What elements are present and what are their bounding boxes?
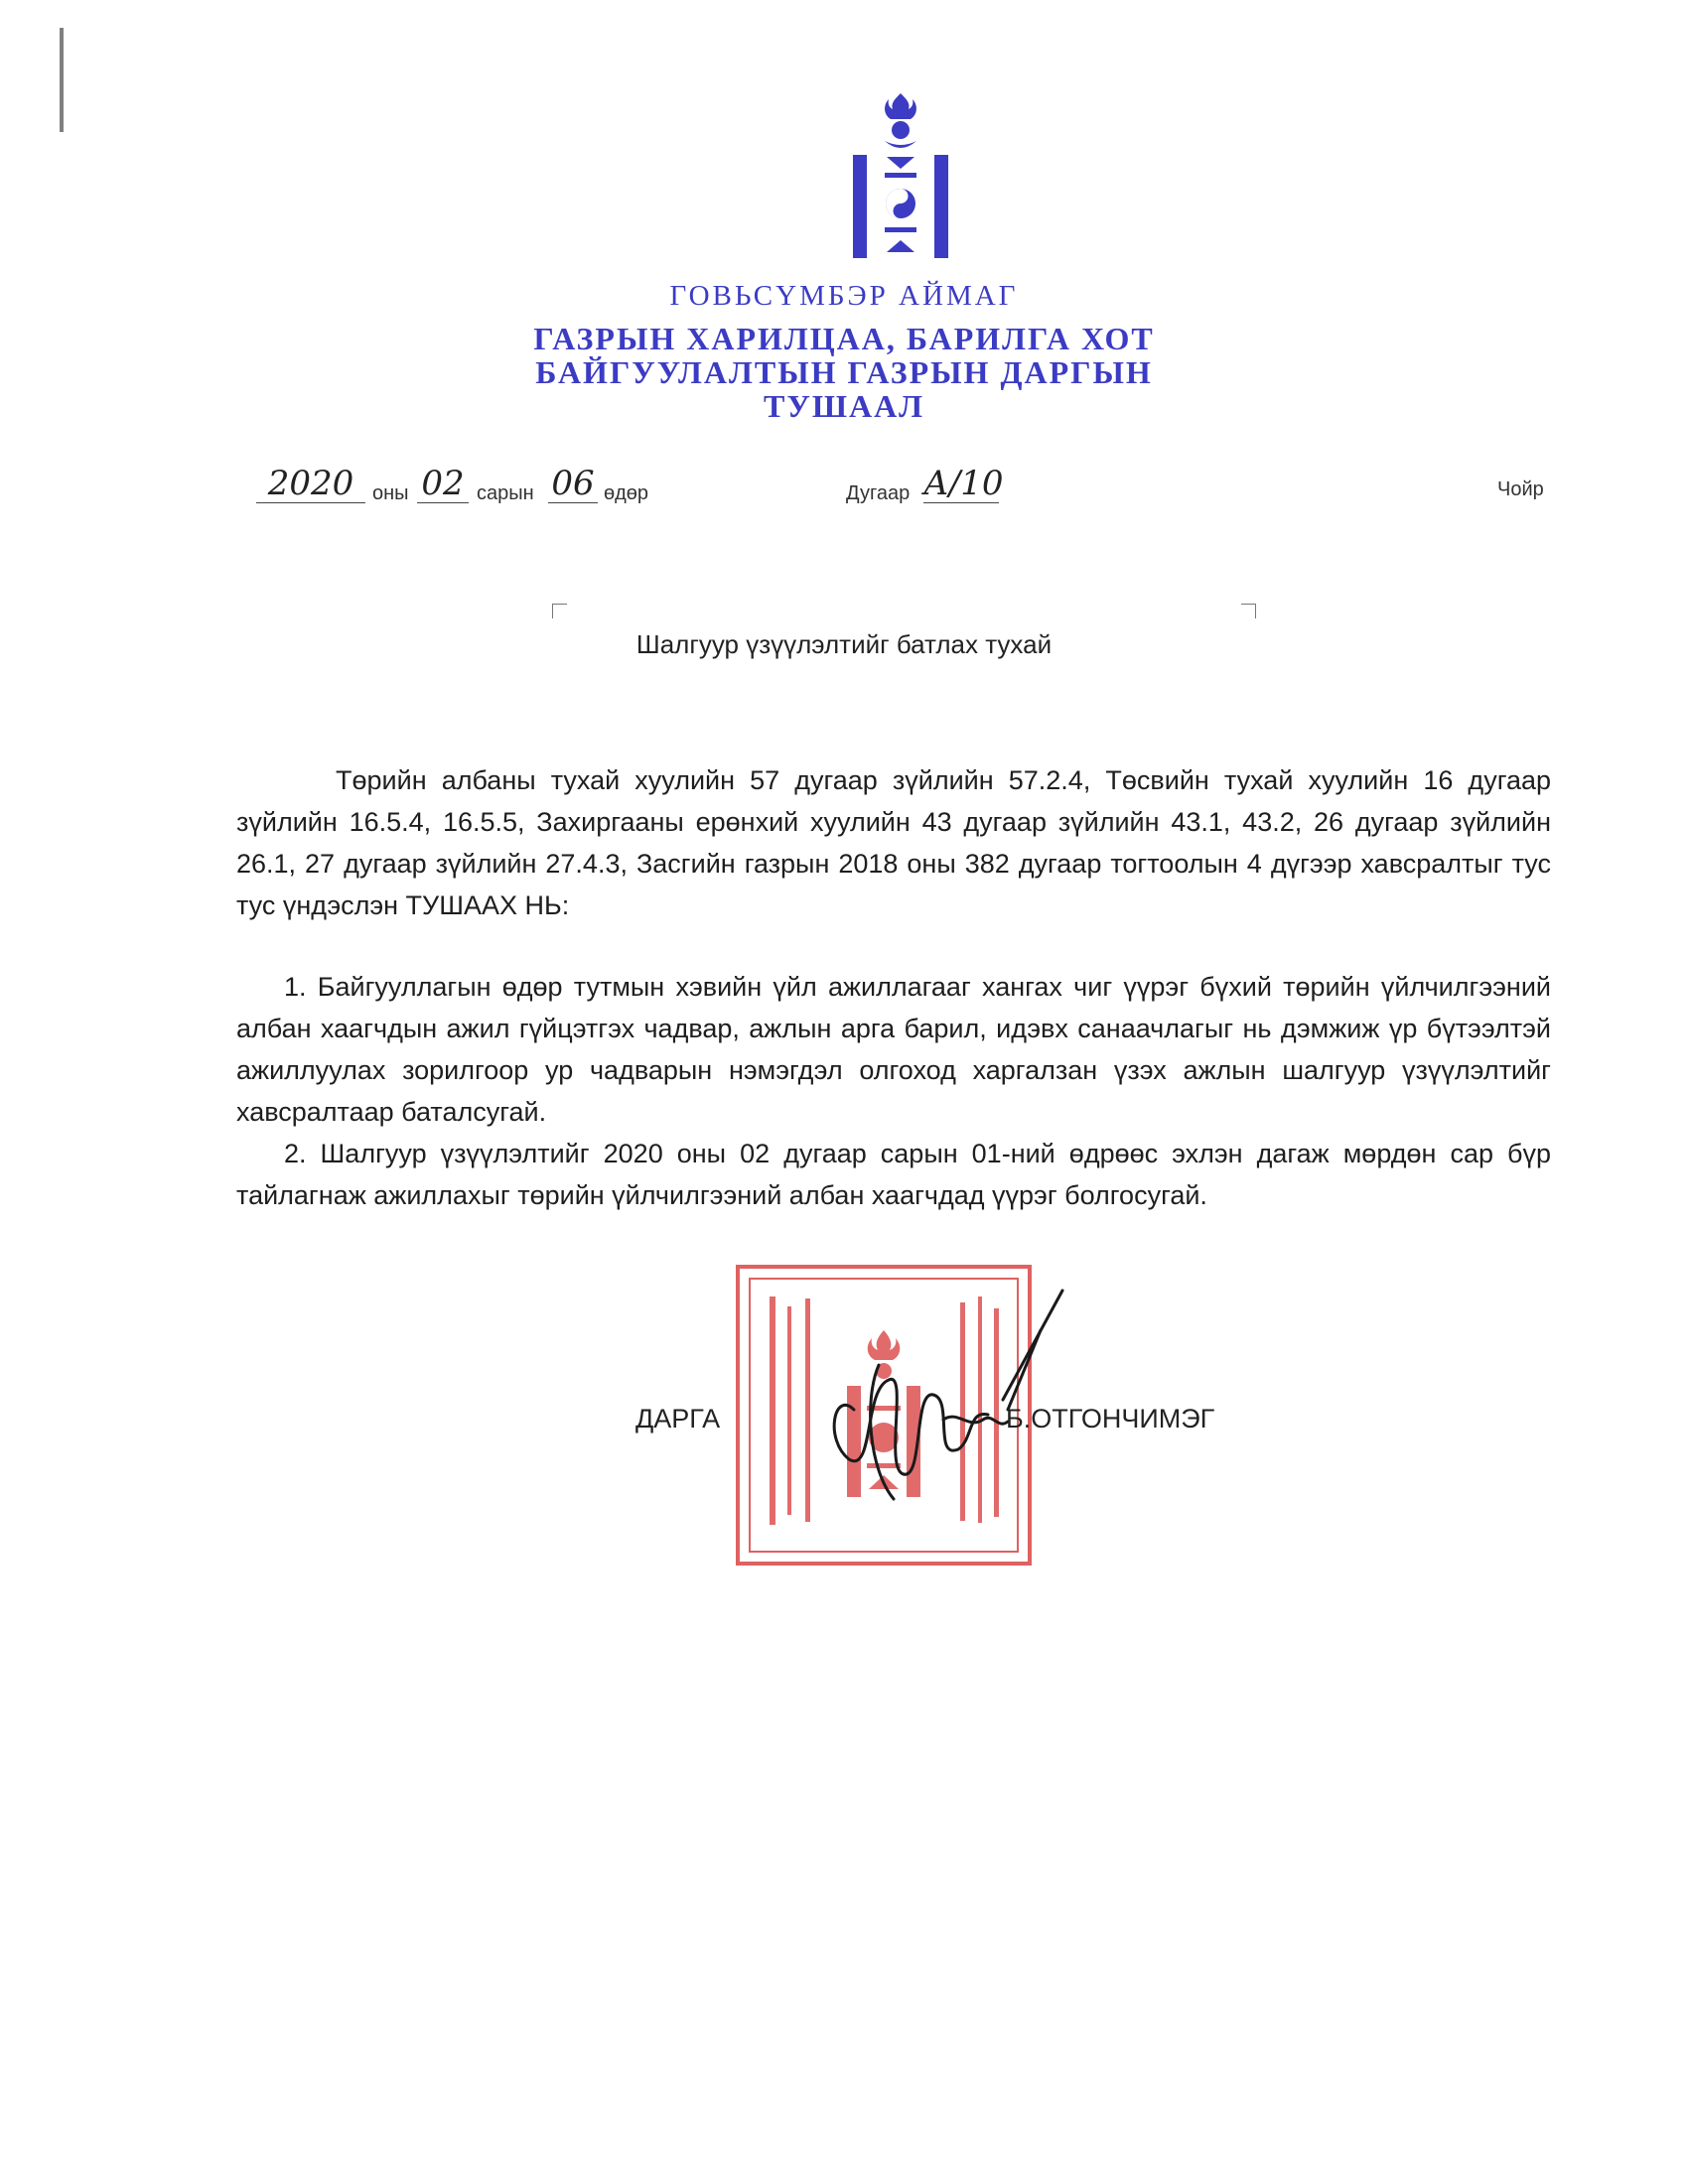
year-value: 2020 <box>256 465 365 503</box>
document-type-title: ТУШААЛ <box>763 388 925 424</box>
day-value: 06 <box>548 465 598 503</box>
number-value: А/10 <box>923 464 1004 503</box>
soyombo-emblem-icon <box>851 91 950 260</box>
document-subject: Шалгуур үзүүлэлтийг батлах тухай <box>635 629 1053 659</box>
month-label: сарын <box>477 482 534 504</box>
signatory-title: ДАРГА <box>635 1404 721 1433</box>
scan-artifact-mark <box>60 28 64 132</box>
day-label: өдөр <box>604 482 649 504</box>
number-label: Дугаар <box>846 482 911 504</box>
handwritten-signature <box>794 1271 1082 1529</box>
organization-name-line1: ГАЗРЫН ХАРИЛЦАА, БАРИЛГА ХОТ <box>533 321 1155 356</box>
signatory-name: Б.ОТГОНЧИМЭГ <box>1006 1404 1215 1433</box>
aimag-name: ГОВЬСҮМБЭР АЙМАГ <box>669 280 1019 312</box>
order-item-1: 1. Байгууллагын өдөр тутмын хэвийн үйл ажиллагааг хангах чиг үүрэг бүхий төрийн үйлчилгээний албан хаагчдын ажил гүйцэтгэх чадвар, ажлын арга барил, идэвх санаачлагыг нь дэмжиж үр бүтээлтэй ажиллуулах зорилгоор ур чадварын нэмэгдэл олгоход харгалзан үзэх ажлын шалгуур үзүүлэлтийг хавсралтаар баталсугай. <box>236 972 1551 1127</box>
month-value: 02 <box>417 465 469 503</box>
organization-name-line2: БАЙГУУЛАЛТЫН ГАЗРЫН ДАРГЫН <box>535 354 1153 390</box>
place-name: Чойр <box>1497 478 1544 500</box>
order-item-2: 2. Шалгуур үзүүлэлтийг 2020 оны 02 дугаар сарын 01-ний өдрөөс эхлэн дагаж мөрдөн сар бүр тайлагнаж ажиллахыг төрийн үйлчилгээний албан хаагчдад үүрэг болгосугай. <box>236 1139 1551 1210</box>
intro-paragraph: Төрийн албаны тухай хуулийн 57 дугаар зүйлийн 57.2.4, Төсвийн тухай хуулийн 16 дугаар зүйлийн 16.5.4, 16.5.5, Захиргааны ерөнхий хуулийн 43 дугаар зүйлийн 43.1, 43.2, 26 дугаар зүйлийн 26.1, 27 дугаар зүйлийн 27.4.3, Засгийн газрын 2018 оны 382 дугаар тогтоолын 4 дүгээр хавсралтыг тус тус үндэслэн ТУШААХ НЬ: <box>236 765 1551 920</box>
subject-corner-right <box>1241 604 1256 618</box>
document-meta-row <box>0 465 1688 524</box>
year-label: оны <box>372 482 409 504</box>
subject-corner-left <box>552 604 567 618</box>
